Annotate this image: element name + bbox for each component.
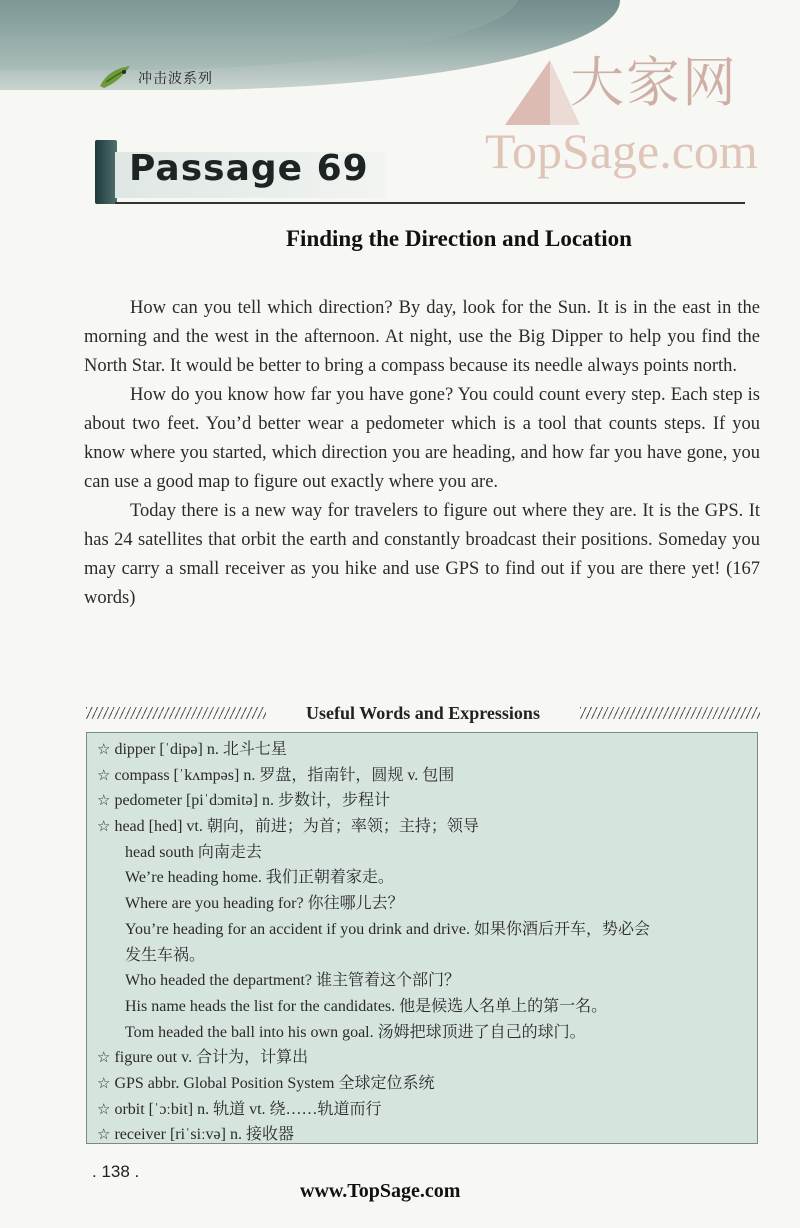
vocab-text: receiver [riˈsiːvə] n. 接收器 <box>114 1126 294 1144</box>
vocab-text: head [hed] vt. 朝向，前进；为首；率领；主持；领导 <box>114 818 479 836</box>
article-title: Finding the Direction and Location <box>286 226 632 251</box>
vocab-text: Where are you heading for? 你往哪儿去？ <box>125 895 404 913</box>
vocab-example <box>97 1020 747 1046</box>
useful-words-heading: Useful Words and Expressions <box>306 702 540 723</box>
vocab-text: orbit [ˈɔːbit] n. 轨道 vt. 绕……轨道而行 <box>114 1100 382 1118</box>
vocab-text: GPS abbr. Global Position System 全球定位系统 <box>114 1074 435 1092</box>
star-icon: ☆ <box>97 1073 111 1092</box>
star-icon: ☆ <box>97 740 111 758</box>
paragraph: Today there is a new way for travelers to figure out where they are. It is the GPS. It has 24 satellites that orbit the earth and constantly broadcast their positions. Someday you may carry a small receiver as you hike and use GPS to find out if you are there yet! (167 words) <box>84 501 760 608</box>
useful-words-header <box>86 700 760 726</box>
vocab-list <box>97 737 747 1148</box>
vocab-entry <box>97 1097 747 1123</box>
vocab-text: Who headed the department? 谁主管着这个部门？ <box>125 972 461 990</box>
star-icon: ☆ <box>97 817 111 836</box>
hatch-divider <box>86 707 266 719</box>
vocab-entry <box>97 788 747 814</box>
paragraph: How can you tell which direction? By day, look for the Sun. It is in the east in the morning and the west in the afternoon. At night, use the Big Dipper to help you find the North Star. It would be better to bring a compass because its needle always points north. <box>84 298 760 376</box>
vocab-text: 发生车祸。 <box>125 946 206 964</box>
vocab-entry <box>97 763 747 789</box>
passage-label: Passage 69 <box>129 148 369 189</box>
page-number: . 138 . <box>92 1162 140 1181</box>
vocab-entry <box>97 1122 747 1148</box>
passage-heading <box>95 140 750 210</box>
series-title: 冲击波系列 <box>138 71 213 87</box>
vocab-example <box>97 840 747 866</box>
passage-heading-bar <box>95 140 117 204</box>
vocab-example <box>97 943 747 969</box>
passage-heading-rule <box>115 202 745 204</box>
footer-url: www.TopSage.com <box>300 1180 461 1202</box>
vocab-example <box>97 891 747 917</box>
vocab-text: We’re heading home. 我们正朝着家走。 <box>125 869 394 887</box>
vocab-text: pedometer [piˈdɔmitə] n. 步数计，步程计 <box>114 792 390 810</box>
vocab-example <box>97 865 747 891</box>
star-icon: ☆ <box>97 765 111 784</box>
star-icon: ☆ <box>97 791 111 810</box>
vocab-text: Tom headed the ball into his own goal. 汤姆把球顶进了自己的球门。 <box>125 1023 586 1041</box>
vocab-example <box>97 968 747 994</box>
vocab-entry <box>97 1045 747 1071</box>
bird-leaf-icon <box>98 64 132 92</box>
watermark-chinese: 大家网 <box>570 51 738 114</box>
vocab-text: head south 向南走去 <box>125 843 262 861</box>
vocab-text: dipper [ˈdipə] n. 北斗七星 <box>114 741 287 758</box>
passage-body <box>84 294 760 613</box>
watermark-english: TopSage.com <box>485 123 758 179</box>
vocab-entry <box>97 1071 747 1097</box>
vocab-entry <box>97 814 747 840</box>
paragraph: How do you know how far you have gone? You could count every step. Each step is about two feet. You’d better wear a pedometer which is a tool that counts steps. If you know where you started, which direction you are heading, and how far you have gone, you can use a good map to figure out exactly where you are. <box>84 385 760 492</box>
star-icon: ☆ <box>97 1125 111 1144</box>
series-header <box>98 64 213 92</box>
vocab-text: compass [ˈkʌmpəs] n. 罗盘，指南针，圆规 v. 包围 <box>114 766 455 784</box>
vocab-entry <box>97 737 747 763</box>
vocab-text: His name heads the list for the candidates. 他是候选人名单上的第一名。 <box>125 997 608 1015</box>
hatch-divider <box>580 707 760 719</box>
vocab-box <box>86 732 758 1144</box>
vocab-text: figure out v. 合计为，计算出 <box>114 1049 309 1067</box>
star-icon: ☆ <box>97 1099 111 1118</box>
vocab-example <box>97 994 747 1020</box>
star-icon: ☆ <box>97 1048 111 1067</box>
vocab-text: You’re heading for an accident if you drink and drive. 如果你酒后开车，势必会 <box>125 920 650 938</box>
vocab-example <box>97 917 747 943</box>
